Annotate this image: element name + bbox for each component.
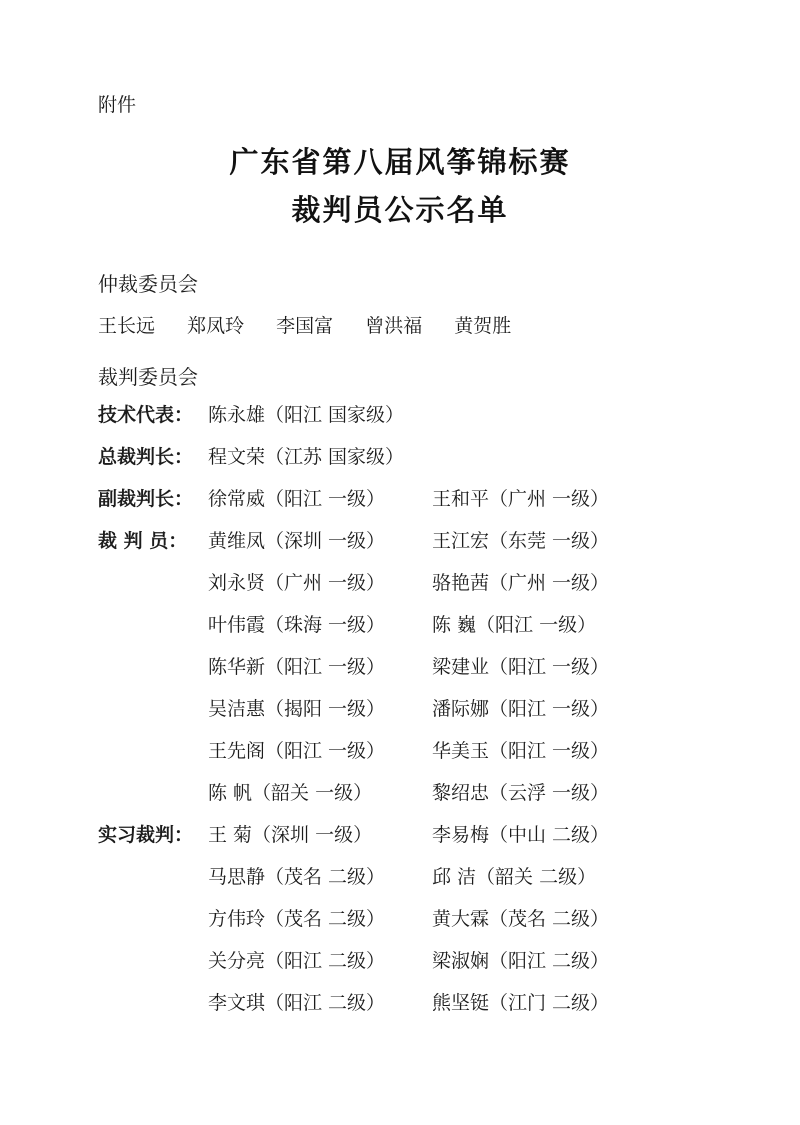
referee-entry: 黄大霖（茂名 二级） xyxy=(432,908,610,930)
referee-entry: 潘际娜（阳江 一级） xyxy=(432,698,610,720)
referee-entry: 熊坚铤（江门 二级） xyxy=(432,992,610,1014)
referee-entry: 邱 洁（韶关 二级） xyxy=(432,866,597,888)
role-label: 裁 判 员： xyxy=(98,530,188,552)
arbitration-member: 曾洪福 xyxy=(365,315,423,337)
referee-entry: 王 菊（深圳 一级） xyxy=(208,824,373,846)
role-label: 总裁判长： xyxy=(98,446,194,468)
referee-entry: 梁淑娴（阳江 二级） xyxy=(432,950,610,972)
referee-entry: 王江宏（东莞 一级） xyxy=(432,530,610,552)
document-subtitle: 裁判员公示名单 xyxy=(291,193,509,227)
referee-entry: 吴洁惠（揭阳 一级） xyxy=(208,698,386,720)
referee-entry: 王和平（广州 一级） xyxy=(432,488,610,510)
arbitration-member: 王长远 xyxy=(98,315,156,337)
referee-entry: 陈永雄（阳江 国家级） xyxy=(208,404,405,426)
referee-entry: 陈 帆（韶关 一级） xyxy=(208,782,373,804)
referee-entry: 关分亮（阳江 二级） xyxy=(208,950,386,972)
referee-entry: 徐常威（阳江 一级） xyxy=(208,488,386,510)
referee-entry: 陈 巍（阳江 一级） xyxy=(432,614,597,636)
referee-entry: 叶伟霞（珠海 一级） xyxy=(208,614,386,636)
role-label: 实习裁判： xyxy=(98,824,194,846)
referee-entry: 刘永贤（广州 一级） xyxy=(208,572,386,594)
referee-entry: 程文荣（江苏 国家级） xyxy=(208,446,405,468)
referee-entry: 李文琪（阳江 二级） xyxy=(208,992,386,1014)
role-label: 副裁判长： xyxy=(98,488,194,510)
arbitration-member: 郑凤玲 xyxy=(187,315,245,337)
referee-entry: 李易梅（中山 二级） xyxy=(432,824,610,846)
referee-entry: 华美玉（阳江 一级） xyxy=(432,740,610,762)
referee-entry: 马思静（茂名 二级） xyxy=(208,866,386,888)
referee-committee-heading: 裁判委员会 xyxy=(98,365,198,389)
document-title: 广东省第八届风筝锦标赛 xyxy=(229,145,571,179)
referee-entry: 陈华新（阳江 一级） xyxy=(208,656,386,678)
referee-entry: 黄维凤（深圳 一级） xyxy=(208,530,386,552)
referee-entry: 梁建业（阳江 一级） xyxy=(432,656,610,678)
referee-entry: 王先阁（阳江 一级） xyxy=(208,740,386,762)
attachment-label: 附件 xyxy=(98,94,137,116)
referee-entry: 方伟玲（茂名 二级） xyxy=(208,908,386,930)
role-label: 技术代表： xyxy=(98,404,194,426)
arbitration-member: 黄贺胜 xyxy=(454,315,512,337)
referee-entry: 黎绍忠（云浮 一级） xyxy=(432,782,610,804)
arbitration-member: 李国富 xyxy=(276,315,334,337)
arbitration-committee-heading: 仲裁委员会 xyxy=(98,272,198,296)
arbitration-members xyxy=(98,311,537,338)
referee-entry: 骆艳茜（广州 一级） xyxy=(432,572,610,594)
